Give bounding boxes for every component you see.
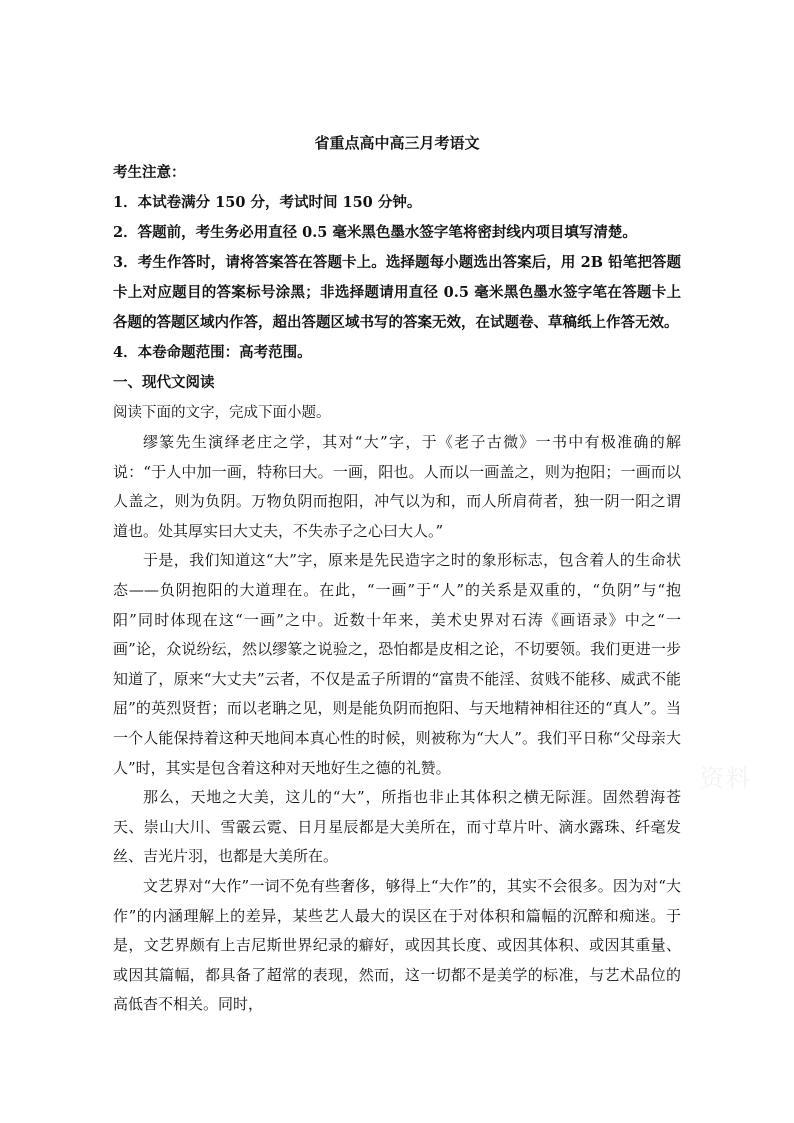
paragraph-2: 于是，我们知道这“大”字，原来是先民造字之时的象形标志，包含着人的生命状态——负阴抱阳的大道理在。在此，“一画”于“人”的关系是双重的，“负阴”与“抱阳”同时体现在这“一画”之中。近数十年来，美术史界对石涛《画语录》中之“一画”论，众说纷纭，然以缪篆之说验之，恐怕都是皮相之论，不切要领。我们更进一步知道了，原来“大丈夫”云者，不仅是孟子所谓的“富贵不能淫、贫贱不能移、威武不能屈”的英烈贤哲；而以老聃之见，则是能负阴而抱阳、与天地精神相往还的“真人”。当一个人能保持着这种天地间本真心性的时候，则被称为“大人”。我们平日称“父母亲大人”时，其实是包含着这种对天地好生之德的礼赞。: [113, 551, 681, 777]
watermark-text: 资料: [700, 764, 752, 792]
section-heading: 一、现代文阅读: [113, 374, 215, 391]
page-content: [113, 128, 681, 1020]
notice-item-4: 4．本卷命题范围：高考范围。: [113, 344, 312, 361]
notice-item-3: 3．考生作答时，请将答案答在答题卡上。选择题每小题选出答案后，用 2B 铅笔把答题卡上对应题目的答案标号涂黑；非选择题请用直径 0.5 毫米黑色墨水签字笔在答题卡上各题的答题区域内作答，超出答题区域书写的答案无效，在试题卷、草稿纸上作答无效。: [113, 254, 681, 331]
reading-instruction: 阅读下面的文字，完成下面小题。: [113, 405, 331, 421]
paragraph-3: 那么，天地之大美，这儿的“大”，所指也非止其体积之横无际涯。固然碧海苍天、崇山大川、雪霰云霓、日月星辰都是大美所在，而寸草片叶、滴水露珠、纤毫发丝、吉光片羽，也都是大美所在。: [113, 788, 681, 866]
notice-item-2: 2．答题前，考生务必用直径 0.5 毫米黑色墨水签字笔将密封线内项目填写清楚。: [113, 224, 637, 241]
exam-title: 省重点高中高三月考语文: [314, 134, 480, 152]
notice-item-1: 1．本试卷满分 150 分，考试时间 150 分钟。: [113, 194, 422, 211]
notice-heading: 考生注意：: [113, 164, 186, 181]
paragraph-1: 缪篆先生演绎老庄之学，其对“大”字，于《老子古微》一书中有极准确的解说：“于人中加一画，特称曰大。一画，阳也。人而以一画盖之，则为抱阳；一画而以人盖之，则为负阴。万物负阴而抱阳，冲气以为和，而人所肩荷者，独一阴一阳之谓道也。处其厚实曰大丈夫，不失赤子之心曰大人。”: [113, 433, 681, 540]
paragraph-4: 文艺界对“大作”一词不免有些奢侈，够得上“大作”的，其实不会很多。因为对“大作”的内涵理解上的差异，某些艺人最大的误区在于对体积和篇幅的沉醉和痴迷。于是，文艺界颇有上吉尼斯世界纪录的癖好，或因其长度、或因其体积、或因其重量、或因其篇幅，都具备了超常的表现，然而，这一切都不是美学的标准，与艺术品位的高低杳不相关。同时，: [113, 876, 681, 1014]
